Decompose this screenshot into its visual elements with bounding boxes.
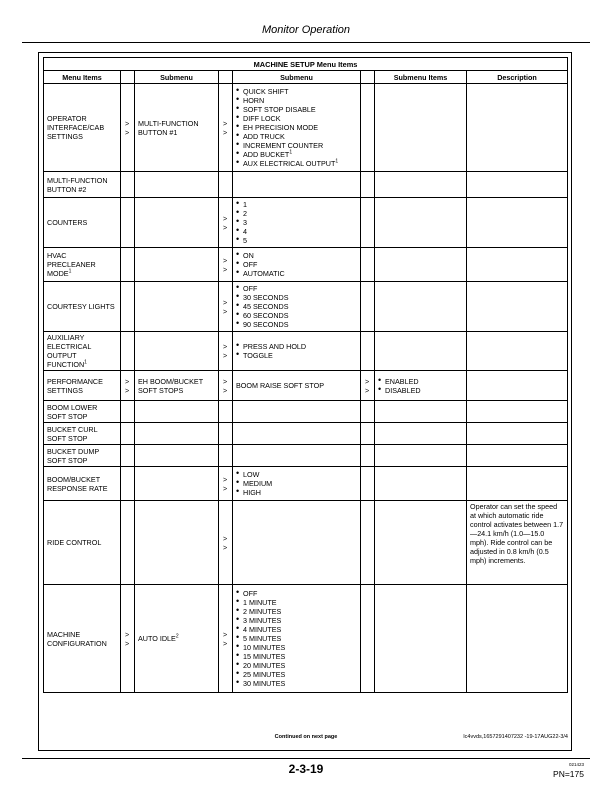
arrow-cell	[219, 172, 233, 198]
menu-item-cell	[44, 401, 121, 423]
arrow-indicator: > >	[223, 474, 228, 493]
footnote-marker: 1	[289, 149, 293, 156]
submenu-options-cell	[233, 445, 361, 467]
option-text: 90 SECONDS	[243, 320, 289, 329]
submenu-items-cell	[375, 198, 467, 248]
table-row	[44, 501, 568, 585]
arrow-cell	[121, 198, 135, 248]
submenu-cell	[135, 401, 219, 423]
arrow-cell	[219, 198, 233, 248]
machine-setup-table	[43, 57, 568, 693]
option-text: MEDIUM	[243, 479, 273, 488]
option-item	[236, 105, 357, 114]
option-item	[236, 209, 357, 218]
option-item	[236, 598, 357, 607]
menu-item-label: BOOM LOWER SOFT STOP	[47, 402, 98, 421]
option-item	[236, 470, 357, 479]
submenu-options-cell	[233, 84, 361, 172]
arrow-cell	[121, 501, 135, 585]
submenu-options-cell	[233, 585, 361, 693]
option-text: 2 MINUTES	[243, 607, 282, 616]
option-item	[236, 634, 357, 643]
option-text: INCREMENT COUNTER	[243, 141, 324, 150]
menu-item-label: MULTI-FUNCTION BUTTON #2	[47, 175, 108, 194]
option-item	[236, 132, 357, 141]
option-text: DISABLED	[385, 385, 421, 395]
submenu-label: BOOM RAISE SOFT STOP	[236, 381, 324, 390]
submenu-cell	[135, 172, 219, 198]
arrow-indicator: > >	[365, 376, 370, 395]
submenu-cell	[135, 198, 219, 248]
option-item	[236, 488, 357, 497]
arrow-cell	[361, 282, 375, 332]
submenu-cell	[135, 423, 219, 445]
option-text: SOFT STOP DISABLE	[243, 105, 316, 114]
option-text: ADD TRUCK	[243, 132, 285, 141]
submenu-label: MULTI-FUNCTION BUTTON #1	[138, 118, 199, 137]
submenu-items-cell	[375, 248, 467, 282]
option-text: QUICK SHIFT	[243, 87, 289, 96]
option-list	[236, 87, 357, 168]
header-submenu-1: Submenu	[135, 71, 219, 84]
arrow-indicator: > >	[223, 297, 228, 316]
table-row	[44, 585, 568, 693]
option-item	[236, 479, 357, 488]
submenu-options-cell	[233, 198, 361, 248]
description-cell	[467, 585, 568, 693]
table-row	[44, 332, 568, 371]
option-text: 5 MINUTES	[243, 634, 282, 643]
arrow-cell	[219, 423, 233, 445]
option-text: 10 MINUTES	[243, 643, 286, 652]
arrow-cell	[121, 332, 135, 371]
arrow-indicator: > >	[125, 629, 130, 648]
submenu-options-cell	[233, 282, 361, 332]
menu-item-cell	[44, 445, 121, 467]
table-row	[44, 282, 568, 332]
submenu-items-cell	[375, 445, 467, 467]
page-header-title: Monitor Operation	[261, 24, 351, 36]
page-number: 2-3-19	[288, 762, 324, 776]
arrow-cell	[219, 332, 233, 371]
arrow-cell	[121, 401, 135, 423]
arrow-cell	[121, 467, 135, 501]
option-text: 4 MINUTES	[243, 625, 282, 634]
option-text: 5	[243, 236, 247, 245]
description-cell	[467, 401, 568, 423]
submenu-cell	[135, 248, 219, 282]
option-text: DIFF LOCK	[243, 114, 281, 123]
option-item	[236, 227, 357, 236]
option-item	[236, 643, 357, 652]
option-text: AUX ELECTRICAL OUTPUT	[243, 159, 336, 168]
submenu-items-cell	[375, 467, 467, 501]
option-item	[236, 260, 357, 269]
document-code: lc4vvds,1657291407232 -19-17AUG22-3/4	[463, 734, 568, 740]
option-text: ENABLED	[385, 376, 419, 386]
option-text: 1	[243, 200, 247, 209]
option-text: 4	[243, 227, 247, 236]
arrow-cell	[361, 172, 375, 198]
menu-item-label: BUCKET CURL SOFT STOP	[47, 424, 98, 443]
arrow-indicator: > >	[223, 213, 228, 232]
option-item	[236, 652, 357, 661]
header-submenu-2: Submenu	[233, 71, 361, 84]
arrow-cell	[121, 585, 135, 693]
option-item	[236, 150, 357, 159]
arrow-cell	[361, 371, 375, 401]
footnote-marker: 1	[84, 359, 87, 366]
arrow-cell	[361, 198, 375, 248]
option-text: 30 SECONDS	[243, 293, 289, 302]
option-item	[236, 87, 357, 96]
menu-item-label: MACHINE CONFIGURATION	[47, 629, 107, 648]
arrow-indicator: > >	[125, 118, 130, 137]
arrow-cell	[361, 445, 375, 467]
option-text: OFF	[243, 260, 258, 269]
menu-item-label: BOOM/BUCKET RESPONSE RATE	[47, 474, 108, 493]
option-item	[236, 293, 357, 302]
submenu-label: EH BOOM/BUCKET SOFT STOPS	[138, 376, 203, 395]
option-text: EH PRECISION MODE	[243, 123, 319, 132]
table-row	[44, 371, 568, 401]
option-text: HIGH	[243, 488, 261, 497]
option-item	[236, 284, 357, 293]
option-list	[236, 470, 357, 497]
arrow-cell	[219, 371, 233, 401]
menu-item-label: BUCKET DUMP SOFT STOP	[47, 446, 100, 465]
option-text: 20 MINUTES	[243, 661, 286, 670]
option-text: ON	[243, 251, 254, 260]
submenu-cell	[135, 501, 219, 585]
footnote-marker: 2	[175, 633, 179, 640]
submenu-items-cell	[375, 423, 467, 445]
menu-item-label: HVAC PRECLEANER MODE	[47, 251, 96, 278]
arrow-cell	[361, 467, 375, 501]
table-row	[44, 401, 568, 423]
description-cell	[467, 248, 568, 282]
arrow-cell	[219, 501, 233, 585]
menu-item-cell	[44, 501, 121, 585]
arrow-cell	[361, 585, 375, 693]
table-row	[44, 84, 568, 172]
menu-item-cell	[44, 248, 121, 282]
menu-item-label: RIDE CONTROL	[47, 538, 102, 547]
description-cell	[467, 371, 568, 401]
submenu-label: AUTO IDLE	[138, 634, 176, 643]
option-item	[236, 311, 357, 320]
arrow-indicator: > >	[223, 629, 228, 648]
option-item	[236, 661, 357, 670]
arrow-cell	[121, 371, 135, 401]
option-item	[236, 200, 357, 209]
submenu-options-cell	[233, 423, 361, 445]
description-cell	[467, 172, 568, 198]
footer-rule	[22, 758, 590, 759]
option-text: ADD BUCKET	[243, 150, 290, 159]
header-menu-items: Menu Items	[44, 71, 121, 84]
table-row	[44, 248, 568, 282]
option-text: 45 SECONDS	[243, 302, 289, 311]
submenu-options-cell	[233, 401, 361, 423]
menu-item-cell	[44, 84, 121, 172]
menu-item-cell	[44, 423, 121, 445]
option-item	[378, 377, 463, 386]
option-item	[236, 320, 357, 329]
submenu-cell	[135, 467, 219, 501]
option-item	[236, 589, 357, 598]
option-list	[236, 251, 357, 278]
option-item	[236, 269, 357, 278]
submenu-items-cell	[375, 84, 467, 172]
option-list	[236, 200, 357, 245]
menu-item-cell	[44, 467, 121, 501]
option-item	[236, 351, 357, 360]
submenu-items-cell	[375, 172, 467, 198]
option-item	[236, 670, 357, 679]
menu-item-label: OPERATOR INTERFACE/CAB SETTINGS	[47, 114, 105, 141]
arrow-cell	[219, 401, 233, 423]
arrow-indicator: > >	[223, 118, 228, 137]
arrow-cell	[361, 401, 375, 423]
table-row	[44, 198, 568, 248]
option-item	[236, 251, 357, 260]
arrow-indicator: > >	[223, 342, 228, 360]
option-item	[236, 236, 357, 245]
option-text: AUTOMATIC	[243, 269, 285, 278]
submenu-items-cell	[375, 401, 467, 423]
description-cell	[467, 282, 568, 332]
submenu-items-cell	[375, 371, 467, 401]
option-list	[236, 589, 357, 688]
description-cell	[467, 423, 568, 445]
footnote-marker: 1	[335, 158, 339, 165]
option-text: OFF	[243, 589, 258, 598]
submenu-options-cell	[233, 467, 361, 501]
footnote-marker: 1	[68, 268, 72, 275]
submenu-options-cell	[233, 248, 361, 282]
submenu-options-cell	[233, 501, 361, 585]
table-row	[44, 172, 568, 198]
arrow-cell	[361, 501, 375, 585]
arrow-cell	[361, 332, 375, 371]
submenu-cell	[135, 371, 219, 401]
option-item	[236, 114, 357, 123]
menu-item-label: AUXILIARY ELECTRICAL OUTPUT FUNCTION	[47, 333, 92, 369]
option-item	[236, 159, 357, 168]
arrow-cell	[219, 445, 233, 467]
menu-item-label: COURTESY LIGHTS	[47, 302, 115, 311]
arrow-cell	[361, 423, 375, 445]
table-body	[44, 84, 568, 693]
submenu-items-cell	[375, 585, 467, 693]
description-cell	[467, 84, 568, 172]
option-text: TOGGLE	[243, 351, 273, 360]
menu-item-cell	[44, 371, 121, 401]
option-text: 2	[243, 209, 247, 218]
submenu-options-cell	[233, 371, 361, 401]
menu-item-cell	[44, 198, 121, 248]
continued-note: Continued on next page	[274, 734, 338, 740]
arrow-cell	[219, 248, 233, 282]
arrow-indicator: > >	[223, 255, 228, 274]
submenu-cell	[135, 84, 219, 172]
option-text: 15 MINUTES	[243, 652, 286, 661]
option-item	[236, 96, 357, 105]
option-text: 1 MINUTE	[243, 598, 277, 607]
header-submenu-items: Submenu Items	[375, 71, 467, 84]
table-caption: MACHINE SETUP Menu Items	[44, 58, 568, 71]
arrow-cell	[121, 423, 135, 445]
option-text: OFF	[243, 284, 258, 293]
option-text: 30 MINUTES	[243, 679, 286, 688]
option-text: 3	[243, 218, 247, 227]
description-cell	[467, 467, 568, 501]
arrow-cell	[121, 84, 135, 172]
arrow-cell	[219, 84, 233, 172]
option-item	[236, 141, 357, 150]
option-item	[378, 386, 463, 395]
option-list	[378, 377, 463, 395]
option-text: 25 MINUTES	[243, 670, 286, 679]
option-text: PRESS AND HOLD	[243, 342, 307, 351]
option-item	[236, 607, 357, 616]
table-row	[44, 423, 568, 445]
submenu-items-cell	[375, 332, 467, 371]
option-item	[236, 342, 357, 351]
submenu-cell	[135, 585, 219, 693]
menu-item-cell	[44, 332, 121, 371]
option-item	[236, 616, 357, 625]
submenu-cell	[135, 282, 219, 332]
option-list	[236, 284, 357, 329]
description-text: Operator can set the speed at which automatic ride control activates between 1.7—24.1 km/h (1.0—15.0 mph). Ride control can be adjusted in 0.8 km/h (0.5 mph) increments.	[470, 502, 564, 565]
option-item	[236, 625, 357, 634]
table-row	[44, 445, 568, 467]
option-item	[236, 218, 357, 227]
option-item	[236, 679, 357, 688]
arrow-cell	[121, 248, 135, 282]
menu-item-cell	[44, 172, 121, 198]
menu-item-label: PERFORMANCE SETTINGS	[47, 376, 103, 395]
arrow-cell	[361, 84, 375, 172]
arrow-cell	[121, 445, 135, 467]
arrow-indicator: > >	[223, 533, 228, 552]
table-row	[44, 467, 568, 501]
menu-item-label: COUNTERS	[47, 218, 88, 227]
submenu-items-cell	[375, 282, 467, 332]
arrow-cell	[361, 248, 375, 282]
option-list	[236, 342, 357, 360]
submenu-items-cell	[375, 501, 467, 585]
pn-number: PN=175	[553, 769, 584, 779]
description-cell	[467, 445, 568, 467]
option-item	[236, 302, 357, 311]
arrow-cell	[121, 172, 135, 198]
menu-item-cell	[44, 585, 121, 693]
option-item	[236, 123, 357, 132]
arrow-indicator: > >	[125, 376, 130, 395]
header-rule	[22, 42, 590, 43]
option-text: LOW	[243, 470, 260, 479]
arrow-cell	[219, 467, 233, 501]
option-text: 60 SECONDS	[243, 311, 289, 320]
header-description: Description	[467, 71, 568, 84]
submenu-cell	[135, 445, 219, 467]
option-text: 3 MINUTES	[243, 616, 282, 625]
option-text: HORN	[243, 96, 265, 105]
menu-item-cell	[44, 282, 121, 332]
submenu-options-cell	[233, 332, 361, 371]
arrow-cell	[219, 282, 233, 332]
table-header-row	[44, 71, 568, 84]
arrow-indicator: > >	[223, 376, 228, 395]
small-code: 021423	[568, 762, 584, 767]
submenu-cell	[135, 332, 219, 371]
arrow-cell	[121, 282, 135, 332]
submenu-options-cell	[233, 172, 361, 198]
description-cell	[467, 501, 568, 585]
description-cell	[467, 332, 568, 371]
arrow-cell	[219, 585, 233, 693]
description-cell	[467, 198, 568, 248]
